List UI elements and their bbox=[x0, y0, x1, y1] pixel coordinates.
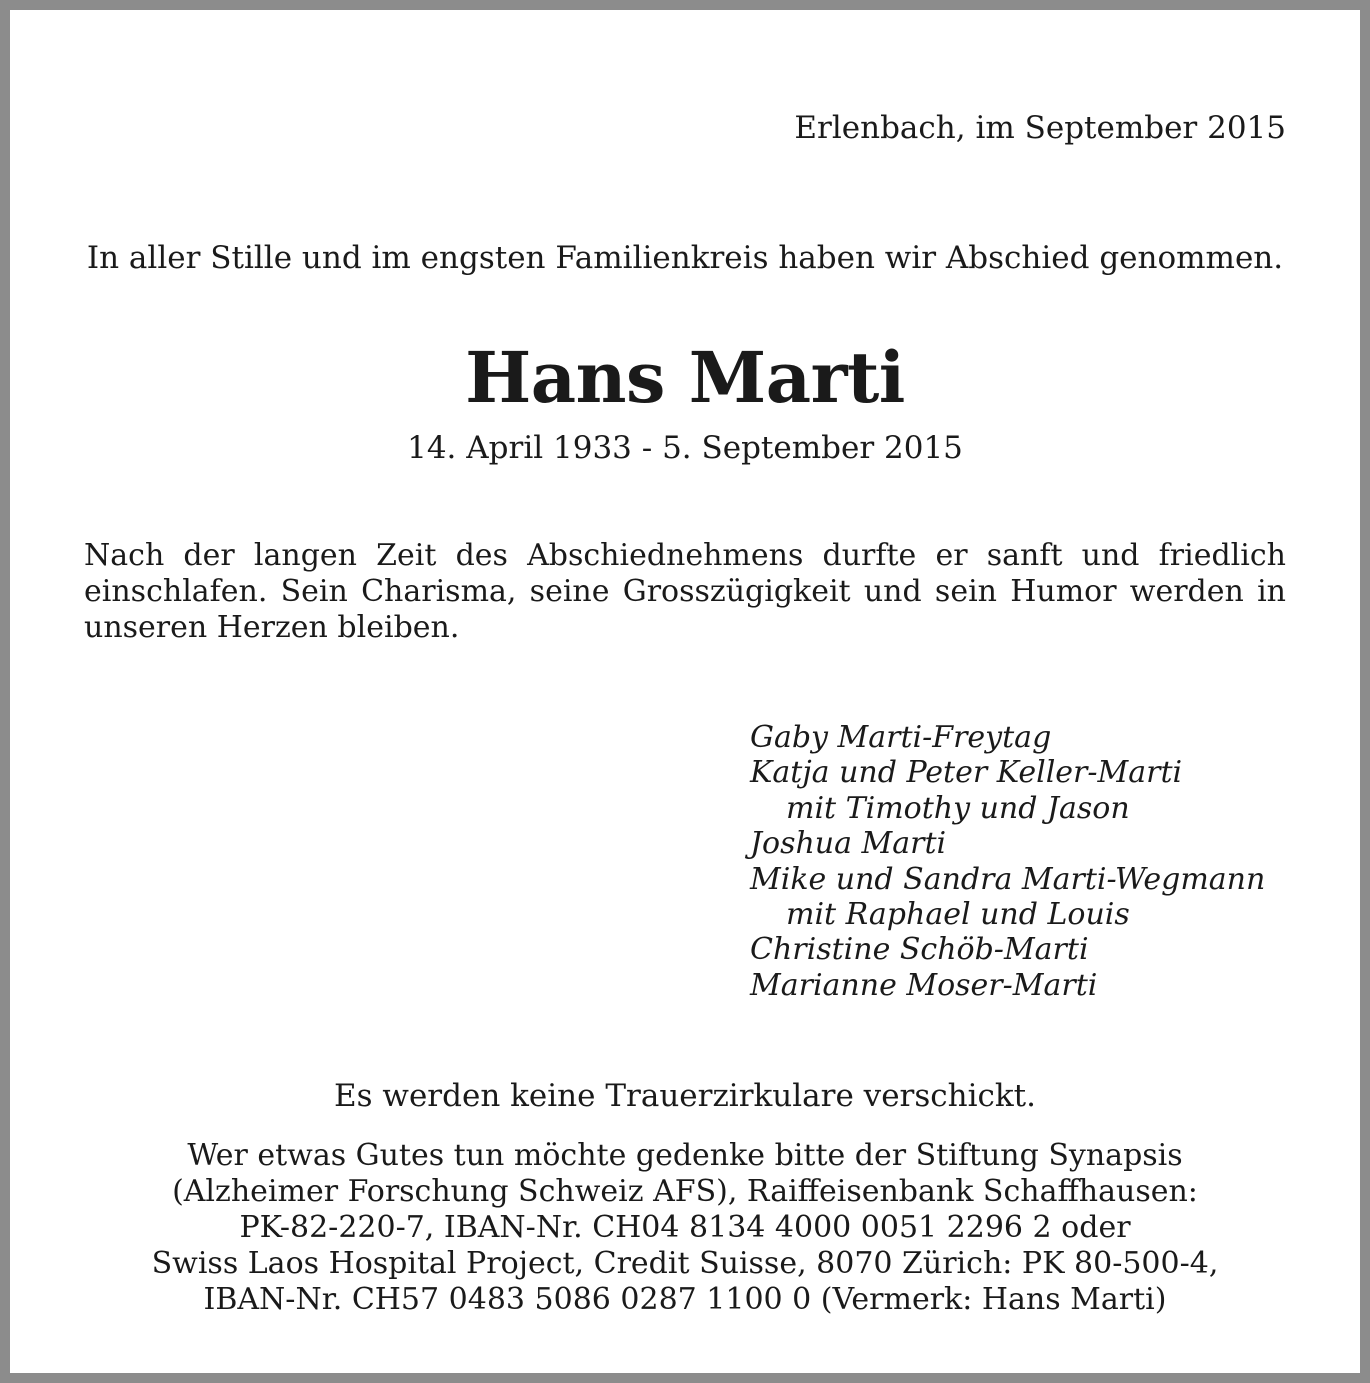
place-and-date: Erlenbach, im September 2015 bbox=[794, 110, 1286, 146]
no-circulars-note: Es werden keine Trauerzirkulare verschickt. bbox=[334, 1078, 1036, 1114]
life-dates: 14. April 1933 - 5. September 2015 bbox=[407, 430, 963, 466]
family-member-children: mit Timothy und Jason bbox=[786, 790, 1130, 826]
donation-info bbox=[84, 1138, 1286, 1318]
family-signatures bbox=[750, 720, 1265, 1003]
family-member: Joshua Marti bbox=[750, 826, 947, 862]
family-member: Mike und Sandra Marti-Wegmann bbox=[750, 861, 1266, 897]
intro-sentence: In aller Stille und im engsten Familienkreis haben wir Abschied genommen. bbox=[86, 240, 1284, 276]
donation-line: IBAN-Nr. CH57 0483 5086 0287 1100 0 (Vermerk: Hans Marti) bbox=[203, 1282, 1167, 1317]
family-member: Gaby Marti-Freytag bbox=[750, 720, 1052, 755]
deceased-name: Hans Marti bbox=[465, 336, 905, 419]
donation-line: Swiss Laos Hospital Project, Credit Suisse, 8070 Zürich: PK 80-500-4, bbox=[151, 1246, 1219, 1281]
donation-line: Wer etwas Gutes tun möchte gedenke bitte der Stiftung Synapsis bbox=[187, 1138, 1183, 1173]
donation-line: (Alzheimer Forschung Schweiz AFS), Raiffeisenbank Schaffhausen: bbox=[172, 1174, 1198, 1209]
family-member: Marianne Moser-Marti bbox=[750, 967, 1098, 1003]
family-member-children: mit Raphael und Louis bbox=[786, 897, 1130, 933]
donation-line: PK-82-220-7, IBAN-Nr. CH04 8134 4000 0051 2296 2 oder bbox=[239, 1210, 1131, 1245]
tribute-paragraph: Nach der langen Zeit des Abschiednehmens durfte er sanft und friedlich einschlafen. Sein Charisma, seine Grosszügigkeit und sein Humor werden in unseren Herzen bleiben. bbox=[84, 538, 1286, 645]
family-member: Katja und Peter Keller-Marti bbox=[750, 755, 1183, 791]
family-member: Christine Schöb-Marti bbox=[750, 932, 1089, 968]
notice-content bbox=[84, 10, 1286, 1373]
